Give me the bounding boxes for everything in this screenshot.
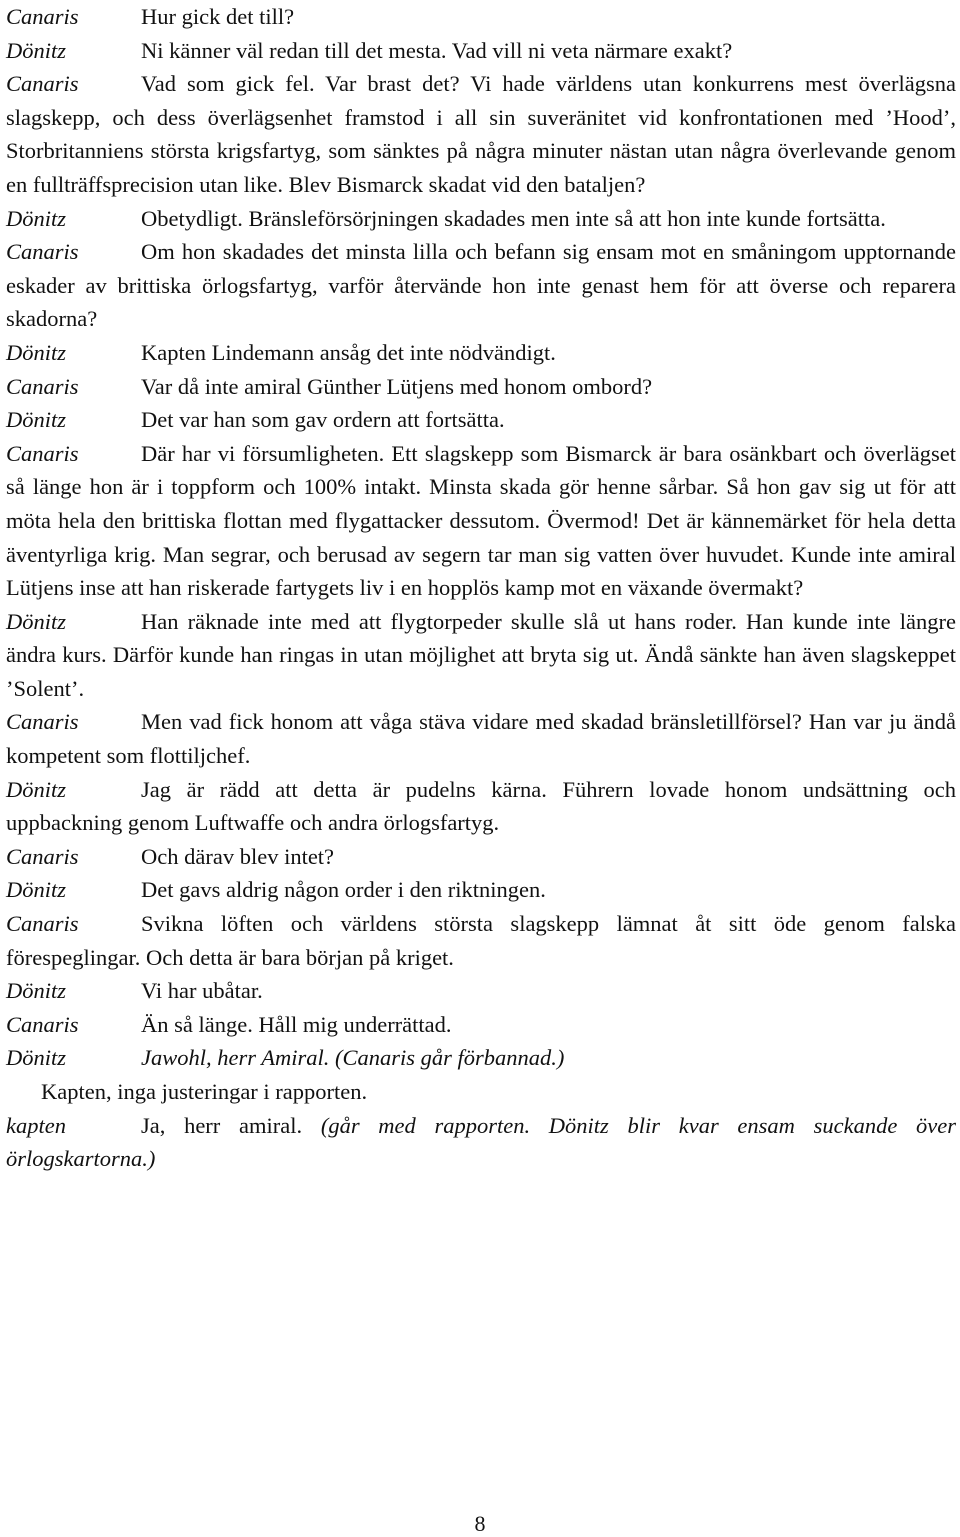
speaker-name: Dönitz — [6, 608, 67, 634]
dialogue-line — [6, 1008, 956, 1042]
dialogue-continuation: Kapten, inga justeringar i rapporten. — [41, 1079, 368, 1104]
speaker-name: Dönitz — [6, 205, 67, 231]
dialogue-text: Och därav blev intet? — [141, 843, 335, 869]
dialogue-text: Var då inte amiral Günther Lütjens med honom ombord? — [141, 373, 653, 399]
dialogue-line — [6, 773, 956, 840]
dialogue-text: Ja, herr amiral. — [141, 1112, 303, 1138]
dialogue-line — [6, 907, 956, 974]
dialogue-text: Obetydligt. Bränsleförsörjningen skadades men inte så att hon inte kunde fortsätta. — [141, 205, 886, 231]
dialogue-text: Det var han som gav ordern att fortsätta. — [141, 407, 505, 433]
dialogue-line — [6, 437, 956, 605]
speaker-name: Dönitz — [6, 37, 67, 63]
dialogue-line — [6, 605, 956, 706]
dialogue-text: Det gavs aldrig någon order i den riktningen. — [141, 877, 546, 903]
dialogue-line — [6, 336, 956, 370]
dialogue-line — [6, 403, 956, 437]
dialogue-line — [6, 974, 956, 1008]
dialogue-line-kapten — [6, 1109, 956, 1176]
speaker-name: Dönitz — [6, 407, 67, 433]
dialogue-line — [6, 840, 956, 874]
dialogue-line — [6, 202, 956, 236]
speaker-name: Canaris — [6, 1011, 79, 1037]
dialogue-text: Där har vi försumligheten. Ett slagskepp som Bismarck är bara osänkbart och överlägset så länge hon är i toppform och 100% intakt. Minsta skada gör henne sårbar. Så hon gav sig ut för att möta hela den brittiska flottan med flygattacker dessutom. Övermod! Det är kännemärket för hela detta äventyrliga krig. Man segrar, och berusad av segern tar man sig vatten över huvudet. Kunde inte amiral Lütjens inse att han riskerade fartygets liv i en hopplös kamp mot en växande övermakt? — [6, 440, 956, 601]
dialogue-line — [6, 0, 956, 34]
speaker-name: kapten — [6, 1112, 66, 1138]
speaker-name: Dönitz — [6, 877, 67, 903]
page-number: 8 — [474, 1511, 486, 1536]
stage-direction: (går med rapporten. Dönitz blir kvar ensam suckande över örlogskartorna.) — [6, 1112, 957, 1172]
dialogue-line — [6, 67, 956, 201]
dialogue-text: Om hon skadades det minsta lilla och befann sig ensam mot en småningom upptornande eskader av brittiska örlogsfartyg, varför återvände hon inte genast hem för att överse och reparera skadorna? — [6, 239, 956, 332]
speaker-name: Canaris — [6, 4, 79, 29]
dialogue-text: Än så länge. Håll mig underrättad. — [141, 1011, 452, 1037]
dialogue-text: Ni känner väl redan till det mesta. Vad vill ni veta närmare exakt? — [141, 37, 733, 63]
dialogue-line-donitz-jawohl — [6, 1041, 956, 1075]
speaker-name: Dönitz — [6, 339, 67, 365]
speaker-name: Canaris — [6, 239, 79, 265]
dialogue-text: Hur gick det till? — [141, 4, 295, 29]
speaker-name: Canaris — [6, 709, 79, 735]
dialogue-text: Svikna löften och världens största slagskepp lämnat åt sitt öde genom falska förespeglingar. Och detta är bara början på kriget. — [6, 911, 956, 970]
dialogue-text: Vi har ubåtar. — [141, 978, 263, 1004]
speaker-name: Dönitz — [6, 776, 67, 802]
speaker-name: Canaris — [6, 440, 79, 466]
dialogue-line — [6, 705, 956, 772]
dialogue-line — [6, 34, 956, 68]
speaker-name: Canaris — [6, 843, 79, 869]
dialogue-text: Vad som gick fel. Var brast det? Vi hade världens utan konkurrens mest överlägsna slagskepp, och dess överlägsenhet framstod i all sin suveränitet vid konfrontationen med ’Hood’, Storbritanniens största krigsfartyg, som sänktes på några minuter nästan utan några överlevande genom en fullträffsprecision utan like. Blev Bismarck skadat vid den bataljen? — [6, 71, 956, 197]
dialogue-line — [6, 873, 956, 907]
speaker-name: Canaris — [6, 373, 79, 399]
dialogue-text: Jag är rädd att detta är pudelns kärna. Führern lovade honom undsättning och uppbackning genom Luftwaffe och andra örlogsfartyg. — [6, 776, 956, 836]
dialogue-text: Kapten Lindemann ansåg det inte nödvändigt. — [141, 339, 556, 365]
speaker-name: Dönitz — [6, 1045, 67, 1071]
speaker-name: Dönitz — [6, 978, 67, 1004]
dialogue-list — [6, 0, 956, 1041]
speaker-name: Canaris — [6, 71, 79, 97]
manuscript-page — [6, 0, 956, 1176]
dialogue-text: Men vad fick honom att våga stäva vidare med skadad bränsletillförsel? Han var ju ändå kompetent som flottiljchef. — [6, 709, 956, 769]
stage-direction: Jawohl, herr Amiral. (Canaris går förbannad.) — [141, 1045, 565, 1071]
dialogue-text: Han räknade inte med att flygtorpeder skulle slå ut hans roder. Han kunde inte längre ändra kurs. Därför kunde han ringas in utan möjlighet att bryta sig ut. Ändå sänkte han även slagskeppet ’Solent’. — [6, 608, 956, 701]
speaker-name: Canaris — [6, 911, 79, 937]
dialogue-line — [6, 370, 956, 404]
dialogue-line — [6, 235, 956, 336]
